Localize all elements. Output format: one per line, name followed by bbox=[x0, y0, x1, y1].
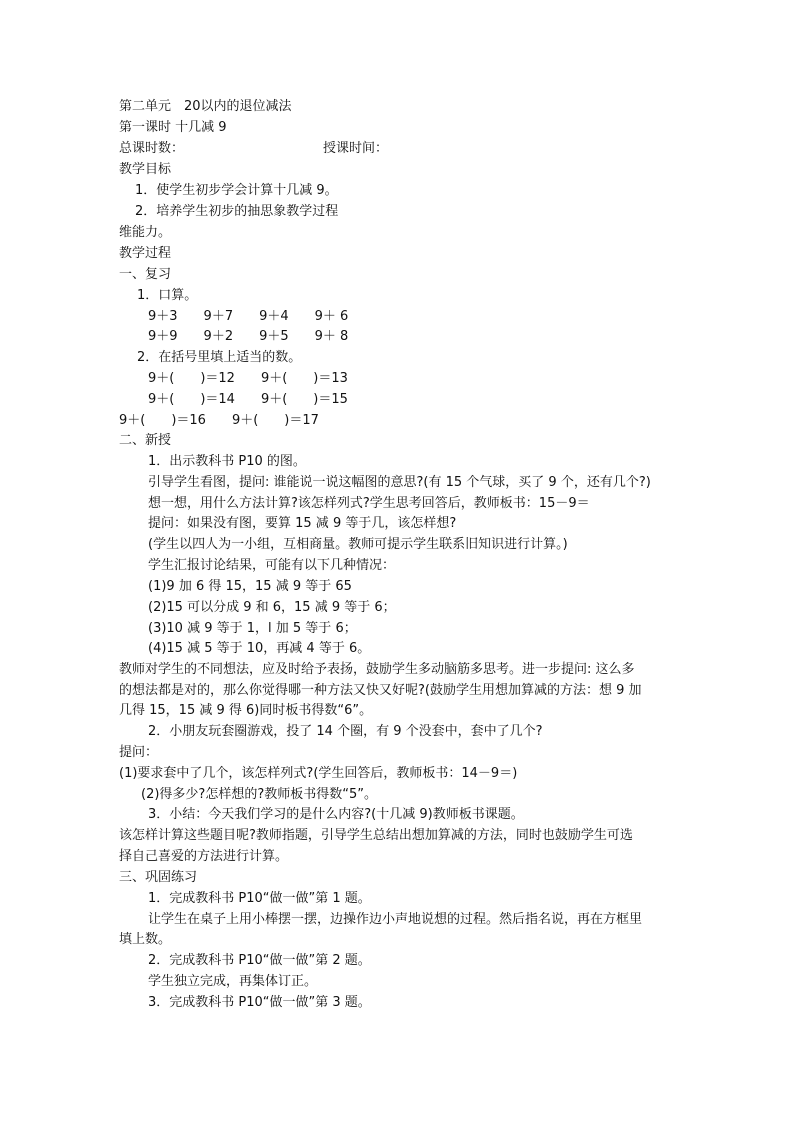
paragraph-line: 想一想，用什么方法计算?该怎样列式?学生思考回答后，教师板书：15－9＝ bbox=[148, 496, 590, 511]
paragraph-line: (学生以四人为一小组，互相商量。教师可提示学生联系旧知识进行计算。) bbox=[148, 537, 568, 552]
list-item: 2．完成教科书 P10“做一做”第 2 题。 bbox=[148, 953, 371, 968]
paragraph-line: 几得 15，15 减 9 得 6)同时板书得数“6”。 bbox=[119, 703, 373, 718]
math-exercise-row: 9＋( )＝16 9＋( )＝17 bbox=[119, 413, 319, 428]
math-exercise-row: 9＋3 9＋7 9＋4 9＋ 6 bbox=[148, 309, 349, 324]
list-item: 2．小朋友玩套圈游戏，投了 14 个圈，有 9 个没套中，套中了几个? bbox=[148, 724, 543, 739]
list-item: (1)9 加 6 得 15，15 减 9 等于 65 bbox=[148, 579, 352, 594]
math-exercise-row: 9＋( )＝12 9＋( )＝13 bbox=[148, 371, 348, 386]
goal-item: 1．使学生初步学会计算十几减 9。 bbox=[135, 183, 338, 198]
section-heading-process: 教学过程 bbox=[119, 246, 172, 261]
list-item: (1)要求套中了几个，该怎样列式?(学生回答后，教师板书：14－9＝) bbox=[119, 766, 518, 781]
list-item: 1．完成教科书 P10“做一做”第 1 题。 bbox=[148, 891, 371, 906]
subsection-heading: 一、复习 bbox=[119, 267, 172, 282]
paragraph-line: 该怎样计算这些题目呢?教师指题，引导学生总结出想加算减的方法，同时也鼓励学生可选 bbox=[119, 828, 633, 843]
list-item: (2)得多少?怎样想的?教师板书得数“5”。 bbox=[141, 787, 377, 802]
list-item: 2．在括号里填上适当的数。 bbox=[137, 350, 302, 365]
teaching-time-label: 授课时间： bbox=[323, 141, 389, 156]
subsection-heading: 三、巩固练习 bbox=[119, 870, 198, 885]
list-item: (4)15 减 5 等于 10，再减 4 等于 6。 bbox=[148, 641, 371, 656]
paragraph-line: 择自己喜爱的方法进行计算。 bbox=[119, 849, 289, 864]
paragraph-line: 引导学生看图，提问: 谁能说一说这幅图的意思?(有 15 个气球，买了 9 个，还有几个?) bbox=[148, 475, 651, 490]
unit-heading: 第二单元 20以内的退位减法 bbox=[119, 99, 292, 114]
paragraph-line: 学生独立完成，再集体订正。 bbox=[148, 974, 318, 989]
list-item: 3．完成教科书 P10“做一做”第 3 题。 bbox=[148, 995, 371, 1010]
goal-item: 2．培养学生初步的抽思象教学过程 bbox=[135, 204, 339, 219]
list-item: (2)15 可以分成 9 和 6，15 减 9 等于 6； bbox=[148, 600, 396, 615]
paragraph-line: 提问： bbox=[119, 745, 159, 760]
lesson-heading: 第一课时 十几减 9 bbox=[119, 120, 227, 135]
subsection-heading: 二、新授 bbox=[119, 433, 172, 448]
paragraph-line: 的想法都是对的，那么你觉得哪一种方法又快又好呢?(鼓励学生用想加算减的方法：想 9 加 bbox=[119, 683, 642, 698]
paragraph-line: 提问：如果没有图，要算 15 减 9 等于几，该怎样想? bbox=[148, 516, 457, 531]
section-heading-goals: 教学目标 bbox=[119, 162, 172, 177]
total-hours-label: 总课时数： bbox=[119, 141, 185, 156]
list-item: (3)10 减 9 等于 1，l 加 5 等于 6； bbox=[148, 621, 357, 636]
list-item: 1．口算。 bbox=[137, 288, 198, 303]
math-exercise-row: 9＋9 9＋2 9＋5 9＋ 8 bbox=[148, 329, 349, 344]
list-item: 1．出示教科书 P10 的图。 bbox=[148, 454, 306, 469]
math-exercise-row: 9＋( )＝14 9＋( )＝15 bbox=[148, 392, 348, 407]
paragraph-line: 填上数。 bbox=[119, 932, 172, 947]
list-item: 3．小结：今天我们学习的是什么内容?(十几减 9)教师板书课题。 bbox=[148, 807, 524, 822]
paragraph-line: 让学生在桌子上用小棒摆一摆，边操作边小声地说想的过程。然后指名说，再在方框里 bbox=[148, 912, 643, 927]
paragraph-line: 维能力。 bbox=[119, 225, 172, 240]
paragraph-line: 教师对学生的不同想法，应及时给予表扬，鼓励学生多动脑筋多思考。进一步提问: 这么多 bbox=[119, 662, 635, 677]
paragraph-line: 学生汇报讨论结果，可能有以下几种情况： bbox=[148, 558, 396, 573]
